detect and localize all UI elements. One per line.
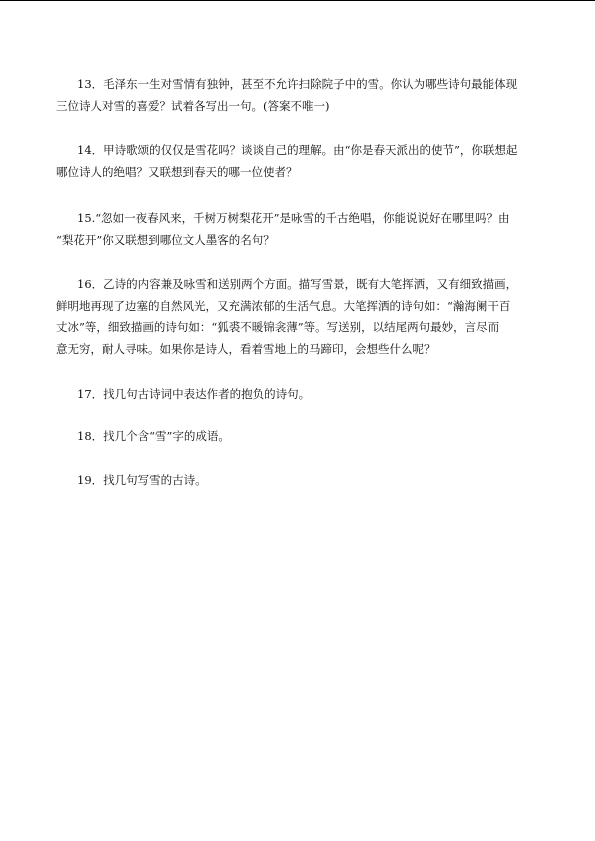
question-16-line-3: 丈冰”等，细致描画的诗句如：“狐裘不暖锦衾薄”等。写送别，以结尾两句最妙，言尽而: [56, 320, 500, 334]
question-16: [56, 274, 546, 360]
question-15-line-2: “梨花开”你又联想到哪位文人墨客的名句？: [56, 232, 275, 247]
question-13-line-2: 三位诗人对雪的喜爱？试着各写出一句。(答案不唯一): [56, 98, 330, 113]
question-17-line-1: 17．找几句古诗词中表达作者的抱负的诗句。: [77, 387, 311, 401]
question-15-line-1: 15.“忽如一夜春风来，千树万树梨花开”是咏雪的千古绝唱，你能说说好在哪里吗？由: [77, 211, 510, 225]
question-16-line-1: 16．乙诗的内容兼及咏雪和送别两个方面。描写雪景，既有大笔挥洒，又有细致描画，: [77, 277, 518, 291]
question-15: [56, 208, 546, 251]
question-18-line-1: 18．找几个含“雪”字的成语。: [77, 429, 230, 443]
question-16-line-4: 意无穷，耐人寻味。如果你是诗人，看着雪地上的马蹄印，会想些什么呢？: [56, 341, 436, 356]
question-14-line-2: 哪位诗人的绝唱？又联想到春天的哪一位使者？: [56, 164, 298, 179]
question-17: [56, 384, 546, 406]
question-14-line-1: 14．甲诗歌颂的仅仅是雪花吗？谈谈自己的理解。由“你是春天派出的使节”，你联想起: [77, 143, 518, 157]
question-16-line-2: 鲜明地再现了边塞的自然风光，又充满浓郁的生活气息。大笔挥洒的诗句如：“瀚海阑干百: [56, 298, 511, 313]
question-18: [56, 426, 546, 448]
question-19-line-1: 19．找几句写雪的古诗。: [77, 473, 207, 487]
question-14: [56, 140, 546, 183]
question-13: [56, 74, 546, 117]
question-19: [56, 470, 546, 492]
question-13-line-1: 13．毛泽东一生对雪情有独钟，甚至不允许扫除院子中的雪。你认为哪些诗句最能体现: [77, 77, 518, 91]
